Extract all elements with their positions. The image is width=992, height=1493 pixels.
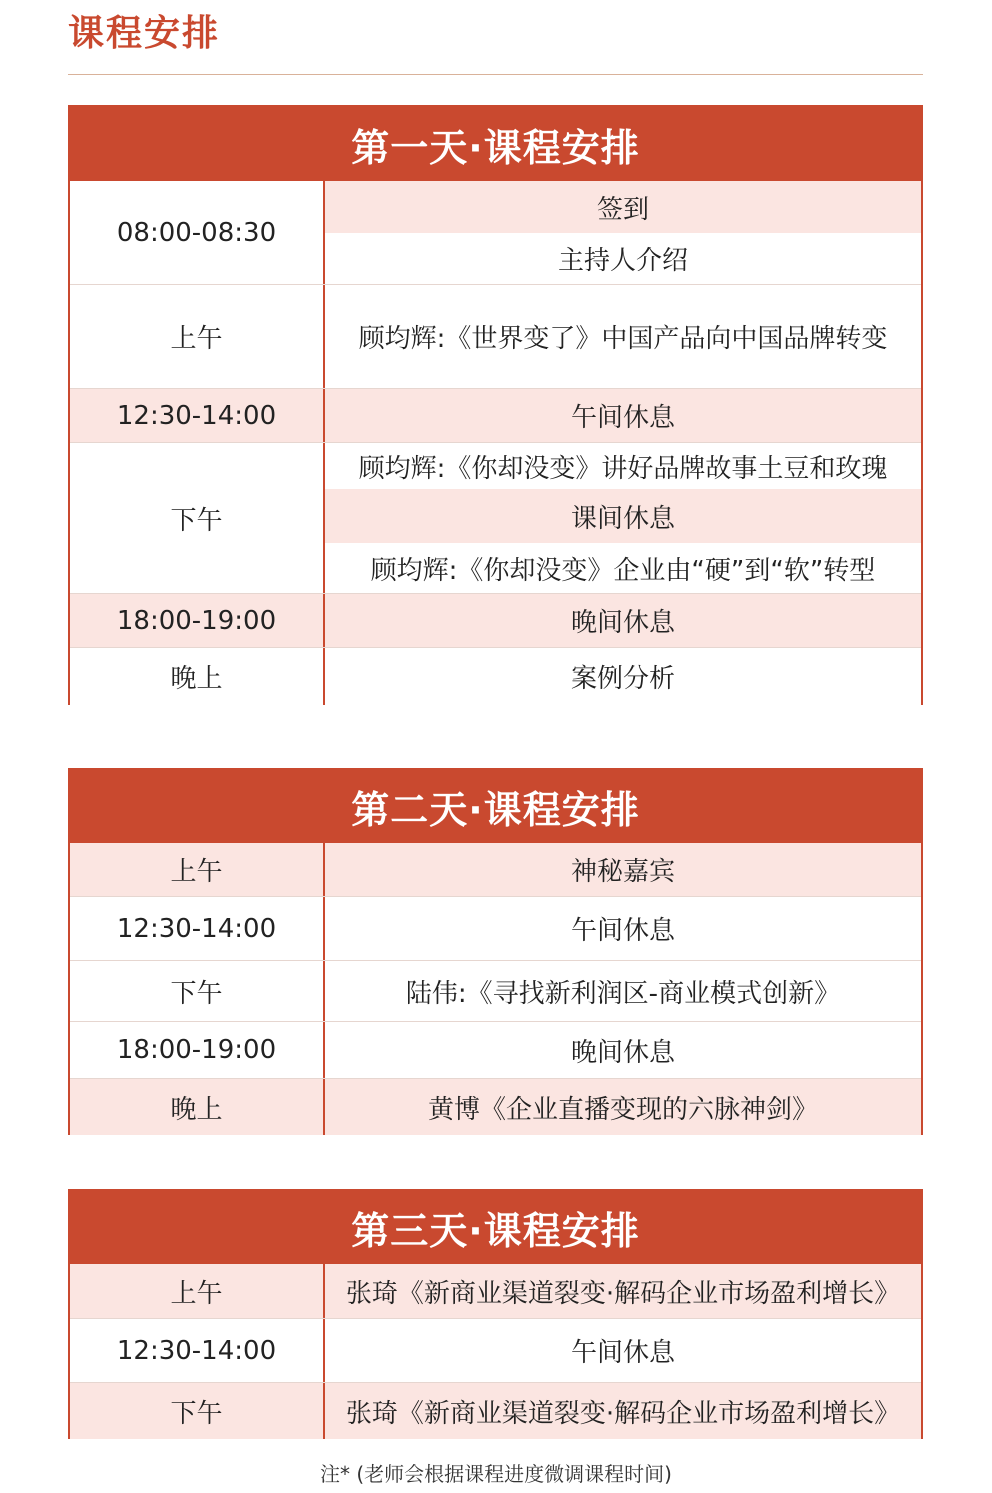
session-item: 午间休息 <box>325 389 921 442</box>
table-row <box>70 284 921 388</box>
day2-header: 第二天·课程安排 <box>70 770 921 843</box>
table-row <box>70 1318 921 1382</box>
time-cell: 晚上 <box>70 1079 323 1135</box>
session-item: 顾均辉:《你却没变》讲好品牌故事土豆和玫瑰 <box>325 443 921 489</box>
content-cell <box>323 594 921 647</box>
session-item: 案例分析 <box>325 648 921 705</box>
day1-schedule-table <box>68 105 923 705</box>
day2-body <box>70 843 921 1135</box>
time-cell: 18:00-19:00 <box>70 594 323 647</box>
time-cell: 18:00-19:00 <box>70 1022 323 1078</box>
session-item: 神秘嘉宾 <box>325 843 921 896</box>
time-cell: 上午 <box>70 843 323 896</box>
session-item: 顾均辉:《你却没变》企业由“硬”到“软”转型 <box>325 543 921 593</box>
content-cell <box>323 961 921 1021</box>
time-cell: 上午 <box>70 1264 323 1318</box>
table-row <box>70 960 921 1021</box>
table-row <box>70 843 921 896</box>
time-cell: 12:30-14:00 <box>70 389 323 442</box>
session-item: 晚间休息 <box>325 594 921 647</box>
table-row <box>70 593 921 647</box>
session-item: 黄博《企业直播变现的六脉神剑》 <box>325 1079 921 1135</box>
time-cell: 08:00-08:30 <box>70 181 323 284</box>
session-item: 陆伟:《寻找新利润区-商业模式创新》 <box>325 961 921 1021</box>
time-cell: 晚上 <box>70 648 323 705</box>
time-cell: 12:30-14:00 <box>70 1319 323 1382</box>
content-cell <box>323 443 921 593</box>
time-cell: 12:30-14:00 <box>70 897 323 960</box>
table-row <box>70 1021 921 1078</box>
session-item: 课间休息 <box>325 489 921 543</box>
day1-header: 第一天·课程安排 <box>70 107 921 181</box>
table-row <box>70 181 921 284</box>
session-item: 签到 <box>325 181 921 233</box>
day2-schedule-table <box>68 768 923 1135</box>
page-title: 课程安排 <box>68 13 221 54</box>
time-cell: 下午 <box>70 443 323 593</box>
session-item: 午间休息 <box>325 1319 921 1382</box>
content-cell <box>323 285 921 388</box>
title-divider <box>68 74 923 75</box>
table-row <box>70 442 921 593</box>
session-item: 午间休息 <box>325 897 921 960</box>
day3-header: 第三天·课程安排 <box>70 1191 921 1264</box>
session-item: 主持人介绍 <box>325 233 921 284</box>
session-item: 张琦《新商业渠道裂变·解码企业市场盈利增长》 <box>325 1264 921 1318</box>
table-row <box>70 896 921 960</box>
table-row <box>70 1078 921 1135</box>
session-item: 晚间休息 <box>325 1022 921 1078</box>
time-cell: 下午 <box>70 961 323 1021</box>
table-row <box>70 1264 921 1318</box>
content-cell <box>323 1264 921 1318</box>
session-item: 张琦《新商业渠道裂变·解码企业市场盈利增长》 <box>325 1383 921 1439</box>
time-cell: 下午 <box>70 1383 323 1439</box>
table-row <box>70 647 921 705</box>
day3-body <box>70 1264 921 1439</box>
content-cell <box>323 1319 921 1382</box>
content-cell <box>323 897 921 960</box>
content-cell <box>323 1383 921 1439</box>
time-cell: 上午 <box>70 285 323 388</box>
table-row <box>70 1382 921 1439</box>
content-cell <box>323 389 921 442</box>
content-cell <box>323 181 921 284</box>
table-row <box>70 388 921 442</box>
day3-schedule-table <box>68 1189 923 1439</box>
session-item: 顾均辉:《世界变了》中国产品向中国品牌转变 <box>325 285 921 388</box>
content-cell <box>323 843 921 896</box>
content-cell <box>323 648 921 705</box>
content-cell <box>323 1079 921 1135</box>
content-cell <box>323 1022 921 1078</box>
day1-body <box>70 181 921 705</box>
footnote: 注* (老师会根据课程进度微调课程时间) <box>320 1462 672 1486</box>
